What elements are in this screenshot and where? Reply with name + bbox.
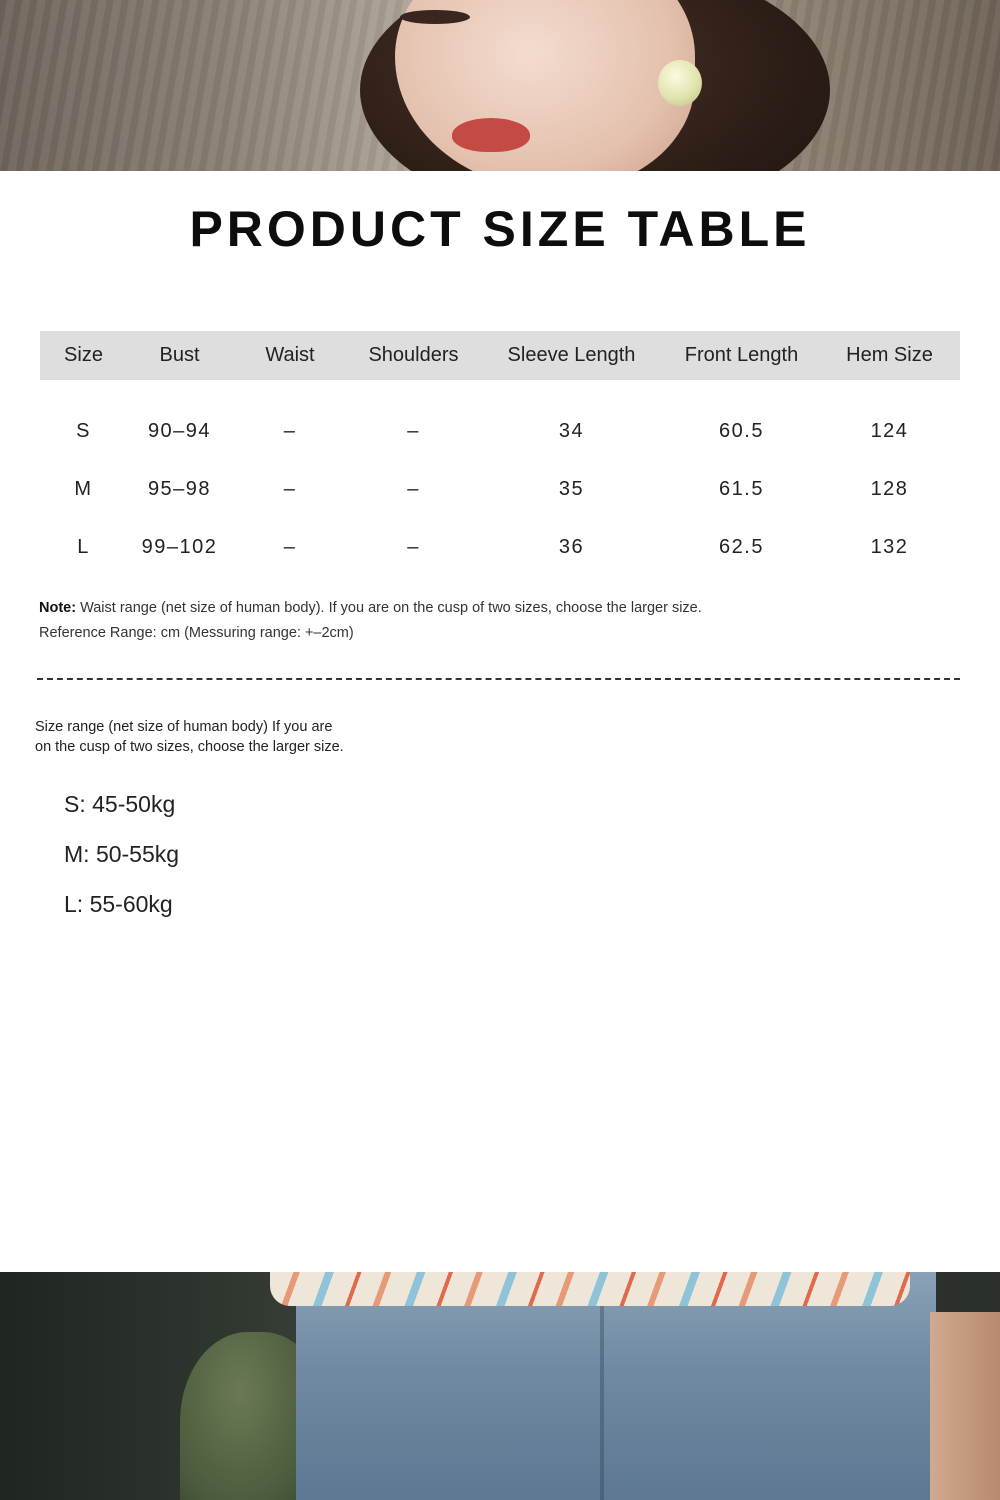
cell-bust: 90–94: [147, 419, 212, 442]
header-bust: Bust: [159, 344, 200, 366]
header-front-length: Front Length: [684, 344, 799, 366]
cell-front-length: 61.5: [719, 477, 764, 500]
size-note: [39, 596, 702, 646]
cell-sleeve-length: 35: [558, 477, 585, 500]
model-lips: [452, 118, 530, 152]
denim-jeans: [296, 1272, 936, 1500]
header-hem-size: Hem Size: [846, 344, 933, 366]
header-size: Size: [64, 344, 103, 366]
size-range-line-1: Size range (net size of human body) If you are: [35, 719, 333, 735]
header-waist: Waist: [265, 344, 315, 366]
cell-sleeve-length: 34: [558, 419, 585, 442]
model-outfit-photo: [0, 1272, 1000, 1500]
table-row: [40, 460, 960, 518]
cell-waist: –: [283, 419, 297, 442]
cell-size: S: [76, 419, 91, 442]
printed-shirt-hem: [270, 1272, 910, 1306]
cell-hem-size: 124: [870, 419, 909, 442]
model-eye: [400, 10, 470, 24]
cell-size: L: [77, 535, 90, 558]
size-range-line-2: on the cusp of two sizes, choose the larger size.: [35, 739, 344, 755]
size-range-note: [35, 717, 395, 757]
model-portrait-photo: [0, 0, 1000, 171]
note-label: Note:: [39, 600, 77, 616]
cell-waist: –: [283, 535, 297, 558]
model-face: [395, 0, 695, 171]
note-text: Waist range (net size of human body). If you are on the cusp of two sizes, choose the larger size.: [76, 600, 702, 616]
cell-sleeve-length: 36: [558, 535, 585, 558]
cell-shoulders: –: [407, 535, 420, 558]
cell-bust: 99–102: [141, 535, 218, 558]
note-line: [39, 596, 702, 621]
reference-range: Reference Range: cm (Messuring range: +–2cm): [39, 625, 354, 641]
cell-bust: 95–98: [147, 477, 212, 500]
table-row: [40, 518, 960, 576]
cell-waist: –: [283, 477, 297, 500]
cell-front-length: 62.5: [719, 535, 764, 558]
weight-list: [64, 786, 179, 936]
cell-front-length: 60.5: [719, 419, 764, 442]
header-shoulders: Shoulders: [368, 344, 459, 366]
model-arm: [930, 1312, 1000, 1500]
table-header-row: [40, 331, 960, 380]
cell-hem-size: 128: [870, 477, 909, 500]
jeans-seam: [600, 1306, 604, 1500]
page-title: PRODUCT SIZE TABLE: [189, 201, 811, 257]
table-row: [40, 380, 960, 460]
cell-shoulders: –: [407, 477, 420, 500]
header-sleeve-length: Sleeve Length: [507, 344, 636, 366]
dashed-divider: [37, 678, 960, 680]
cell-hem-size: 132: [870, 535, 909, 558]
cell-size: M: [74, 477, 93, 500]
weight-item-s: S: 45-50kg: [64, 791, 176, 817]
earring: [658, 60, 702, 106]
size-table: [40, 331, 960, 576]
cell-shoulders: –: [407, 419, 420, 442]
weight-item-l: L: 55-60kg: [64, 891, 173, 917]
weight-item-m: M: 50-55kg: [64, 841, 180, 867]
